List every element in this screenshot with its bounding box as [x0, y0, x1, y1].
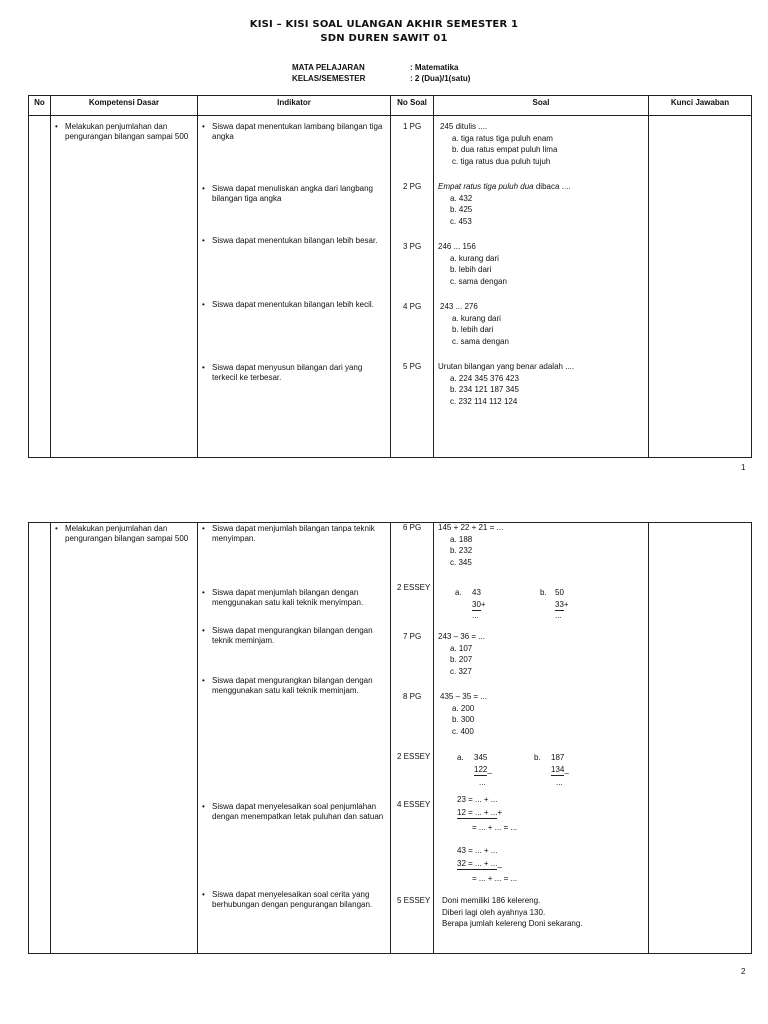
soal-8-question: 435 – 35 = ... — [440, 692, 487, 701]
soal-4-option-c: c. sama dengan — [452, 336, 509, 346]
essey-2a-label: a. — [455, 588, 462, 597]
soal-5-option-c: c. 232 114 112 124 — [450, 396, 518, 406]
soal-2-option-b: b. 425 — [450, 205, 473, 214]
soal-5-option-b: b. 234 121 187 345 — [450, 385, 519, 394]
no-soal-7: 7 PG — [403, 632, 422, 641]
soal-7-option-a: a. 107 — [450, 643, 473, 653]
essey-4-line1: 23 = ... + ... — [457, 795, 498, 804]
col-header-soal: Soal — [434, 96, 649, 116]
soal-5-question: Urutan bilangan yang benar adalah .... — [438, 362, 575, 371]
soal-1-option-a: a. tiga ratus tiga puluh enam — [452, 133, 553, 143]
col-header-indikator: Indikator — [198, 96, 391, 116]
no-soal-essey-2a: 2 ESSEY — [397, 583, 431, 592]
no-soal-4: 4 PG — [403, 302, 422, 311]
essey-5-line3: Berapa jumlah kelereng Doni sekarang. — [442, 919, 583, 928]
subject-label: MATA PELAJARAN — [292, 63, 365, 72]
essey-5-line1: Doni memiliki 186 kelereng. — [442, 896, 541, 905]
soal-5 — [438, 361, 574, 407]
soal-8-option-c: c. 400 — [452, 726, 474, 736]
class-value: : 2 (Dua)/1(satu) — [410, 74, 471, 83]
essey-3a-op: _ — [487, 765, 492, 774]
subject-line — [292, 63, 458, 72]
soal-2-option-c: c. 453 — [450, 216, 472, 226]
essey-2b-result: ... — [555, 611, 562, 620]
soal-2-question-rest: dibaca .... — [533, 182, 571, 191]
indikator-p2-1: • Siswa dapat menjumlah bilangan tanpa teknik menyimpan. — [202, 524, 382, 544]
essey-2a-top: 43 — [472, 588, 481, 597]
no-soal-8: 8 PG — [403, 692, 422, 701]
table-row — [29, 523, 752, 954]
essey-3b-bottom-num: 134 — [551, 765, 565, 774]
essey-3b-top: 187 — [551, 753, 565, 762]
soal-6-question: 145 + 22 + 21 = ... — [438, 523, 504, 532]
no-soal-1: 1 PG — [403, 122, 422, 131]
soal-3-option-c: c. sama dengan — [450, 276, 507, 286]
indikator-p2-5: • Siswa dapat menyelesaikan soal penjumlahan dengan menempatkan letak puluhan dan satuan — [202, 802, 387, 822]
col-header-kompetensi: Kompetensi Dasar — [51, 96, 198, 116]
essey-3b-op: _ — [564, 765, 569, 774]
indikator-p2-4: • Siswa dapat mengurangkan bilangan dengan menggunakan satu kali teknik meminjam. — [202, 676, 382, 696]
indikator-2: • Siswa dapat menuliskan angka dari langbang bilangan tiga angka — [202, 184, 382, 204]
essey-3a-result: ... — [479, 778, 486, 787]
table-header-row — [29, 96, 752, 116]
essey-4-line2 — [457, 808, 502, 819]
essey-2a-op: + — [480, 600, 486, 609]
indikator-p2-2: • Siswa dapat menjumlah bilangan dengan menggunakan satu kali teknik menyimpan. — [202, 588, 390, 608]
soal-4 — [440, 301, 509, 347]
soal-2-question-italic: Empat ratus tiga puluh dua — [438, 182, 534, 191]
class-line — [292, 74, 470, 83]
soal-3-option-b: b. lebih dari — [450, 265, 492, 274]
essey-2b-bottom — [555, 600, 569, 611]
essey-2a-result: ... — [472, 611, 479, 620]
soal-3 — [438, 241, 507, 287]
indikator-1: • Siswa dapat menentukan lambang bilangan tiga angka — [202, 122, 390, 142]
soal-2-option-a: a. 432 — [450, 193, 473, 203]
class-label: KELAS/SEMESTER — [292, 74, 366, 83]
soal-1 — [440, 121, 557, 167]
indikator-4: • Siswa dapat menentukan bilangan lebih kecil. — [202, 300, 382, 310]
no-soal-2: 2 PG — [403, 182, 422, 191]
essey-4-line5-text: 32 = ... + ... — [457, 859, 498, 868]
soal-7 — [438, 631, 485, 677]
essey-4-line2-text: 12 = ... + ... — [457, 808, 498, 817]
no-soal-essey-4: 4 ESSEY — [397, 800, 431, 809]
school-name: SDN DUREN SAWIT 01 — [320, 33, 448, 44]
subject-value: : Matematika — [410, 63, 459, 72]
col-header-no: No — [29, 96, 51, 116]
soal-8 — [440, 691, 487, 737]
soal-7-option-b: b. 207 — [450, 655, 473, 664]
essey-4-line4: 43 = ... + ... — [457, 846, 498, 855]
essey-2a-bottom — [472, 600, 486, 611]
no-soal-5: 5 PG — [403, 362, 422, 371]
col-header-no-soal: No Soal — [391, 96, 434, 116]
indikator-3: • Siswa dapat menentukan bilangan lebih besar. — [202, 236, 382, 246]
kompetensi-text-p2: • Melakukan penjumlahan dan pengurangan bilangan sampai 500 — [55, 524, 195, 544]
essey-2b-label: b. — [540, 588, 547, 597]
soal-4-option-b: b. lebih dari — [452, 325, 494, 334]
essey-4-line5 — [457, 859, 502, 870]
soal-4-question: 243 ... 276 — [440, 302, 478, 311]
indikator-p2-6: • Siswa dapat menyelesaikan soal cerita yang berhubungan dengan pengurangan bilangan. — [202, 890, 387, 910]
no-soal-3: 3 PG — [403, 242, 422, 251]
soal-8-option-b: b. 300 — [452, 715, 475, 724]
no-soal-essey-2b: 2 ESSEY — [397, 752, 431, 761]
soal-3-option-a: a. kurang dari — [450, 253, 499, 263]
soal-7-option-c: c. 327 — [450, 666, 472, 676]
indikator-p2-3: • Siswa dapat mengurangkan bilangan dengan teknik meminjam. — [202, 626, 382, 646]
essey-5 — [442, 895, 583, 930]
essey-5-line2: Diberi lagi oleh ayahnya 130. — [442, 907, 546, 917]
soal-6 — [438, 522, 503, 568]
essey-4-op2: _ — [497, 859, 502, 868]
essey-3b-label: b. — [534, 753, 541, 762]
soal-8-option-a: a. 200 — [452, 703, 475, 713]
essey-3a-bottom-num: 122 — [474, 765, 488, 774]
soal-6-option-a: a. 188 — [450, 534, 473, 544]
page-number-1: 1 — [741, 463, 746, 472]
grid-table-page1 — [28, 95, 752, 458]
soal-3-question: 246 ... 156 — [438, 242, 476, 251]
soal-6-option-c: c. 345 — [450, 557, 472, 567]
document-title: KISI – KISI SOAL ULANGAN AKHIR SEMESTER 1 — [249, 19, 519, 30]
soal-1-question: 245 ditulis .... — [440, 122, 488, 131]
kompetensi-text: • Melakukan penjumlahan dan pengurangan bilangan sampai 500 — [55, 122, 195, 142]
essey-3a-label: a. — [457, 753, 464, 762]
essey-3b-result: ... — [556, 778, 563, 787]
essey-4-line3: = ... + ... = ... — [472, 823, 518, 832]
col-header-kunci: Kunci Jawaban — [649, 96, 752, 116]
essey-2b-top: 50 — [555, 588, 564, 597]
soal-1-option-c: c. tiga ratus dua puluh tujuh — [452, 156, 551, 166]
essey-2b-bottom-num: 33 — [555, 600, 564, 609]
grid-table-page2 — [28, 522, 752, 954]
soal-2 — [438, 181, 571, 227]
essey-2a-bottom-num: 30 — [472, 600, 481, 609]
essey-3a-top: 345 — [474, 753, 488, 762]
essey-3b-bottom — [551, 765, 569, 776]
indikator-5: • Siswa dapat menyusun bilangan dari yang terkecil ke terbesar. — [202, 363, 387, 383]
page-number-2: 2 — [741, 967, 746, 976]
soal-6-option-b: b. 232 — [450, 546, 473, 555]
essey-2b-op: + — [563, 600, 569, 609]
soal-4-option-a: a. kurang dari — [452, 313, 501, 323]
essey-3a-bottom — [474, 765, 492, 776]
table-row — [29, 116, 752, 458]
soal-7-question: 243 – 36 = ... — [438, 632, 485, 641]
soal-5-option-a: a. 224 345 376 423 — [450, 373, 519, 383]
soal-1-option-b: b. dua ratus empat puluh lima — [452, 145, 558, 154]
essey-4-line6: = ... + ... = ... — [472, 874, 518, 883]
essey-4-op1: + — [497, 808, 503, 817]
no-soal-6: 6 PG — [403, 523, 422, 532]
no-soal-essey-5: 5 ESSEY — [397, 896, 431, 905]
